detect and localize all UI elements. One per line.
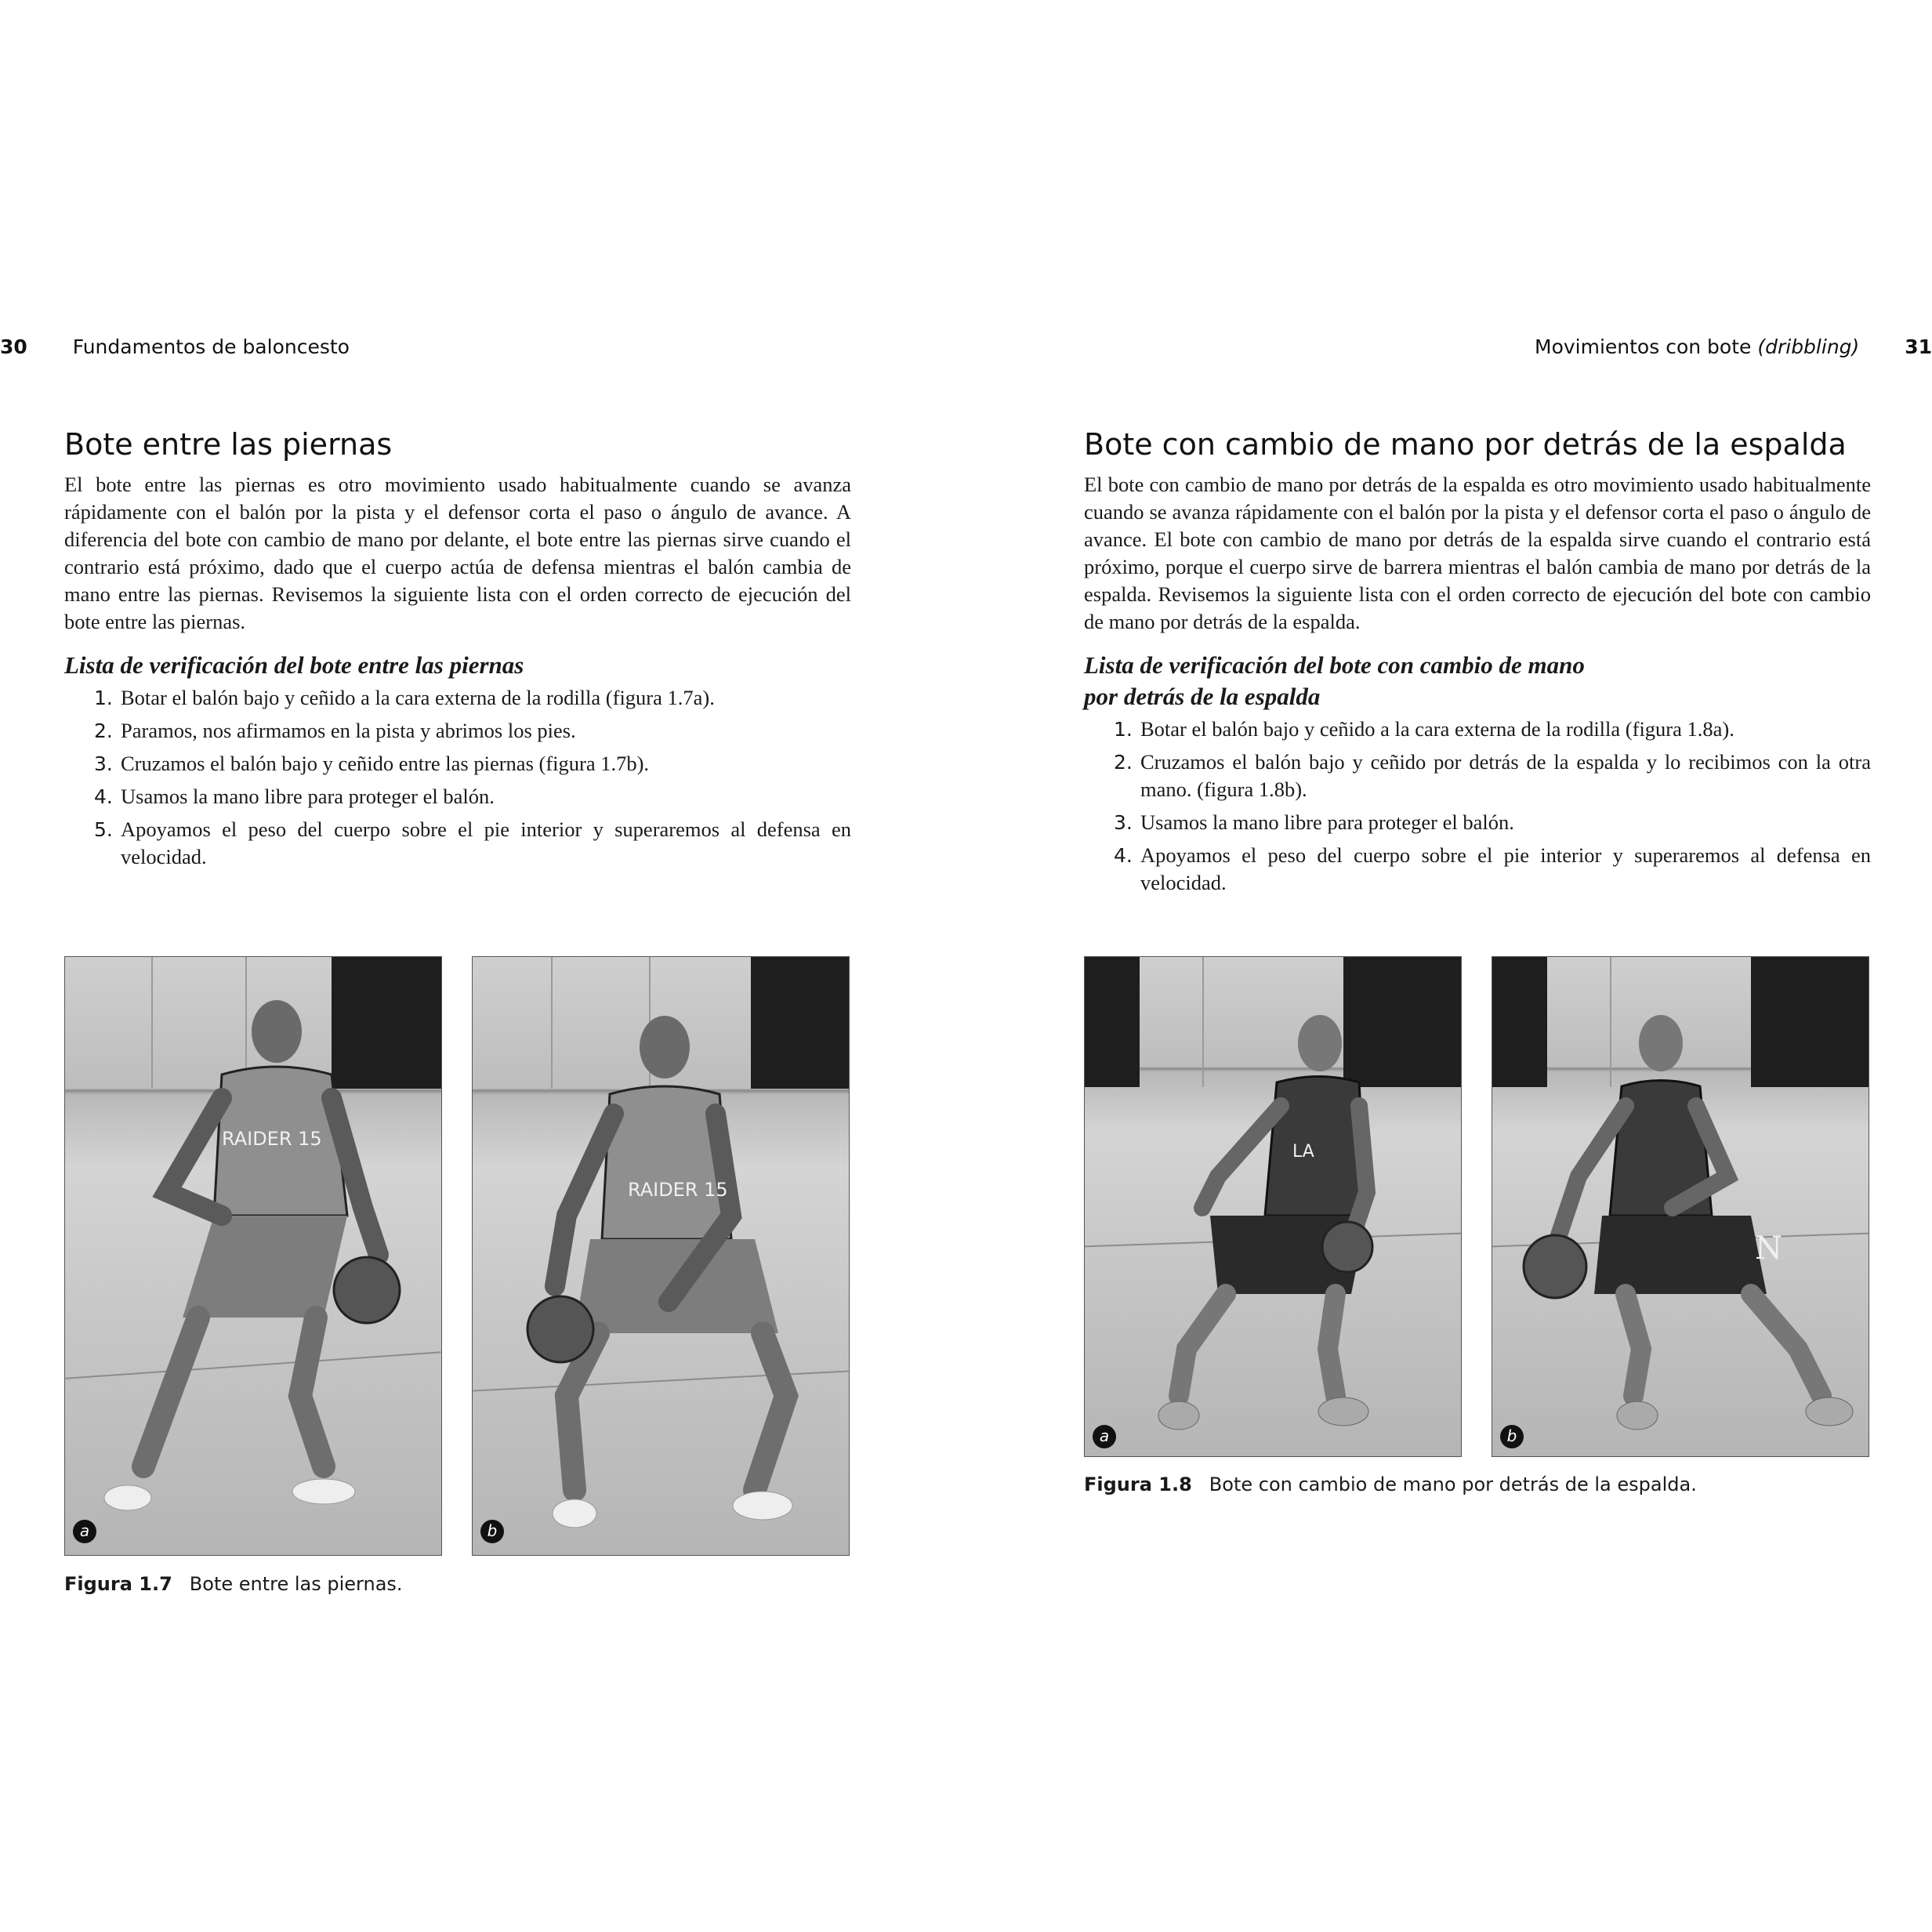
checklist-step: 1. Botar el balón bajo y ceñido a la cara externa de la rodilla (figura 1.7a). [94, 686, 715, 709]
checklist-title [1084, 650, 1871, 712]
figure-badge-a: a [1093, 1425, 1116, 1448]
player-illustration [1085, 957, 1461, 1456]
figure-badge-b: b [1500, 1425, 1524, 1448]
checklist-step: 3. Cruzamos el balón bajo y ceñido entre las piernas (figura 1.7b). [94, 752, 650, 775]
checklist-step: 4. Apoyamos el peso del cuerpo sobre el pie interior y superaremos al defensa en velocidad. [1114, 843, 1871, 894]
figure-badge-a: a [73, 1520, 96, 1543]
checklist-step: 1. Botar el balón bajo y ceñido a la cara externa de la rodilla (figura 1.8a). [1114, 717, 1734, 741]
right-page-number: 31 [1905, 335, 1932, 358]
checklist-title-line-2: por detrás de la espalda [1084, 683, 1321, 710]
checklist-step: 3. Usamos la mano libre para proteger el balón. [1114, 810, 1514, 834]
body-paragraph: El bote entre las piernas es otro movimiento usado habitualmente cuando se avanza rápidamente con el balón por la pista y el defensor corta el paso o ángulo de avance. A diferencia del bote con cambio de mano por delante, el bote entre las piernas sirve cuando el contrario está próximo, dado que el cuerpo actúa de defensa mientras el balón cambia de mano entre las piernas. Revisemos la siguiente lista con el orden correcto de ejecución del bote entre las piernas. [64, 473, 851, 633]
jersey-text: N [1755, 1231, 1782, 1267]
right-running-title: Movimientos con bote [1535, 335, 1752, 358]
checklist [1084, 716, 1871, 897]
right-running-title-italic: (dribbling) [1757, 335, 1860, 358]
checklist-title: Lista de verificación del bote entre las piernas [64, 651, 524, 679]
left-page-number: 30 [0, 335, 27, 358]
jersey-text: RAIDER 15 [628, 1179, 728, 1201]
player-illustration [65, 957, 441, 1555]
body-paragraph: El bote con cambio de mano por detrás de la espalda es otro movimiento usado habitualmente cuando se avanza rápidamente con el balón por la pista y el defensor corta el paso o ángulo de avance. El bote con cambio de mano por detrás de la espalda sirve cuando el contrario está próximo, porque el cuerpo sirve de barrera mientras el balón cambia de mano por detrás de la espalda. Revisemos la siguiente lista con el orden correcto de ejecución del bote con cambio de mano por detrás de la espalda. [1084, 473, 1871, 633]
right-running-head [1535, 335, 1932, 358]
figure-photo-a [1084, 956, 1462, 1457]
jersey-text: RAIDER 15 [222, 1128, 322, 1150]
left-running-head [0, 335, 350, 358]
figure-badge-b: b [480, 1520, 504, 1543]
section-title: Bote entre las piernas [64, 427, 393, 462]
left-page [64, 427, 851, 876]
player-illustration [1492, 957, 1869, 1456]
left-running-title: Fundamentos de baloncesto [72, 335, 350, 358]
figure-caption [64, 1573, 403, 1595]
figure-caption-text: Bote con cambio de mano por detrás de la espalda. [1209, 1473, 1697, 1495]
right-page [1084, 427, 1871, 902]
section-title: Bote con cambio de mano por detrás de la espalda [1084, 427, 1847, 462]
checklist-step: 2. Cruzamos el balón bajo y ceñido por detrás de la espalda y lo recibimos con la otra mano. (figura 1.8b). [1114, 750, 1871, 801]
figure-label: Figura 1.7 [64, 1573, 172, 1595]
player-illustration [473, 957, 849, 1555]
jersey-text: LA [1292, 1142, 1314, 1162]
checklist-step: 5. Apoyamos el peso del cuerpo sobre el pie interior y superaremos al defensa en velocidad. [94, 817, 851, 868]
figure-photo-b [1492, 956, 1869, 1457]
figure-caption [1084, 1473, 1697, 1495]
checklist-step: 2. Paramos, nos afirmamos en la pista y abrimos los pies. [94, 719, 576, 742]
figure-label: Figura 1.8 [1084, 1473, 1192, 1495]
figure-photo-a [64, 956, 442, 1556]
checklist-title-line-1: Lista de verificación del bote con cambio de mano [1084, 651, 1585, 679]
checklist-step: 4. Usamos la mano libre para proteger el balón. [94, 785, 495, 808]
figure-caption-text: Bote entre las piernas. [189, 1573, 403, 1595]
checklist [64, 684, 851, 871]
figure-photo-b [472, 956, 850, 1556]
